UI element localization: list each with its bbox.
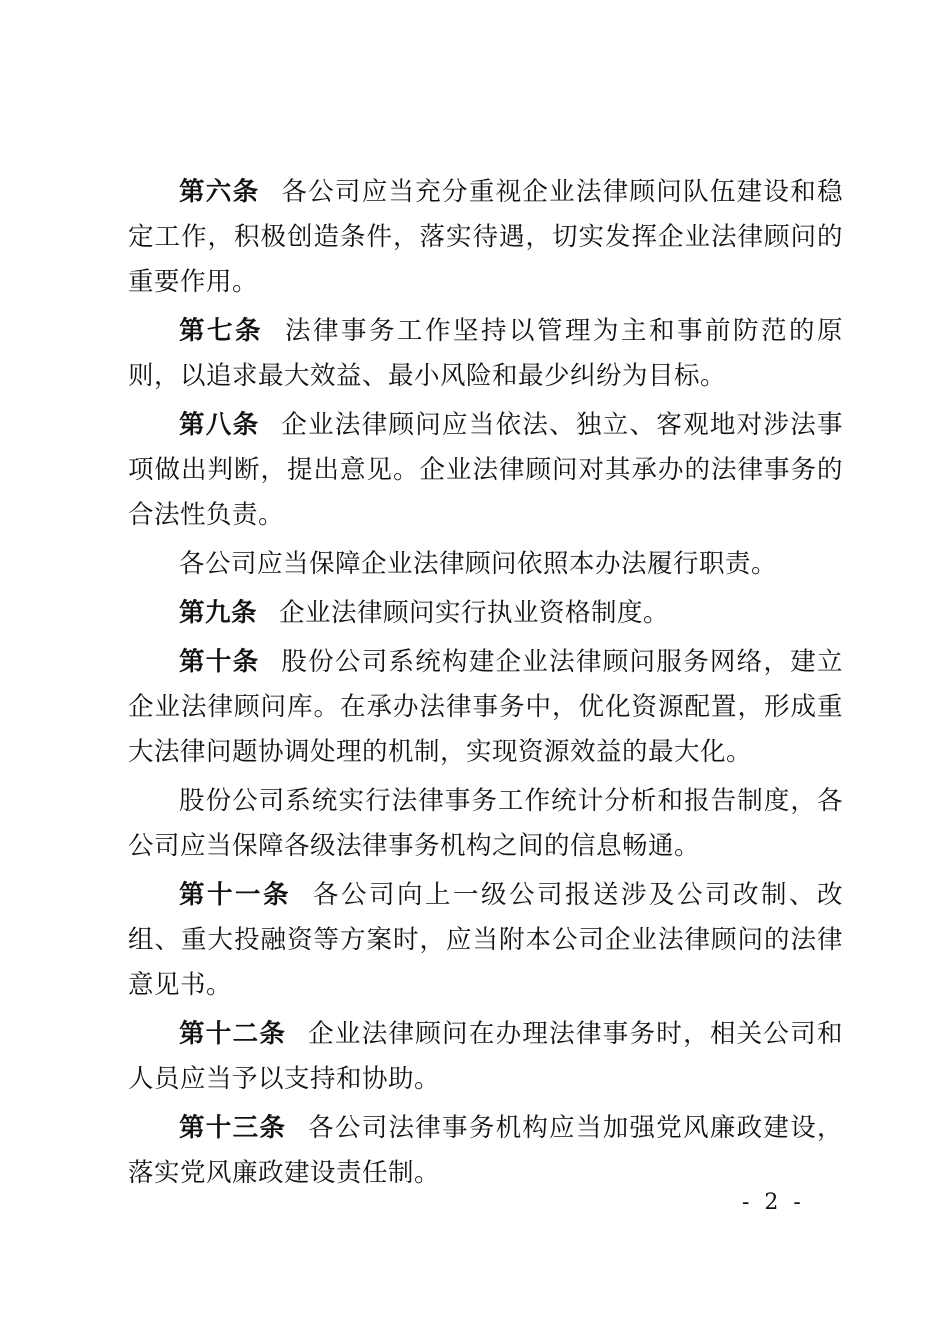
article-number: 第十一条 [179, 880, 291, 910]
paragraph-text: 各公司应当保障企业法律顾问依照本办法履行职责。 [179, 549, 778, 579]
paragraph-article-8-continued [128, 542, 843, 587]
article-number: 第八条 [179, 410, 260, 440]
article-text: 企业法律顾问在办理法律事务时，相关公司和人员应当予以支持和协助。 [128, 1019, 843, 1094]
article-number: 第十二条 [179, 1019, 287, 1049]
article-text: 各公司应当充分重视企业法律顾问队伍建设和稳定工作，积极创造条件，落实待遇，切实发挥企业法律顾问的重要作用。 [128, 177, 843, 297]
article-number: 第九条 [179, 598, 258, 628]
article-text: 企业法律顾问应当依法、独立、客观地对涉法事项做出判断，提出意见。企业法律顾问对其承办的法律事务的合法性负责。 [128, 410, 843, 530]
article-number: 第六条 [179, 177, 260, 207]
article-text: 各公司法律事务机构应当加强党风廉政建设，落实党风廉政建设责任制。 [128, 1113, 843, 1188]
paragraph-text: 股份公司系统实行法律事务工作统计分析和报告制度，各公司应当保障各级法律事务机构之间的信息畅通。 [128, 786, 843, 861]
page-number: - 2 - [742, 1190, 805, 1215]
article-number: 第七条 [179, 316, 263, 346]
paragraph-article-10-continued [128, 779, 843, 869]
paragraph-article-7 [128, 309, 843, 399]
article-number: 第十三条 [179, 1113, 287, 1143]
paragraph-article-12 [128, 1012, 843, 1102]
article-text: 股份公司系统构建企业法律顾问服务网络，建立企业法律顾问库。在承办法律事务中，优化资源配置，形成重大法律问题协调处理的机制，实现资源效益的最大化。 [128, 647, 843, 767]
article-text: 各公司向上一级公司报送涉及公司改制、改组、重大投融资等方案时，应当附本公司企业法律顾问的法律意见书。 [128, 880, 843, 1000]
paragraph-article-8 [128, 403, 843, 538]
article-text: 法律事务工作坚持以管理为主和事前防范的原则，以追求最大效益、最小风险和最少纠纷为目标。 [128, 316, 843, 391]
article-number: 第十条 [179, 647, 260, 677]
document-body [128, 170, 843, 1200]
paragraph-article-10 [128, 640, 843, 775]
paragraph-article-11 [128, 873, 843, 1008]
paragraph-article-13 [128, 1106, 843, 1196]
paragraph-article-9 [128, 591, 843, 636]
article-text: 企业法律顾问实行执业资格制度。 [279, 598, 670, 628]
paragraph-article-6 [128, 170, 843, 305]
